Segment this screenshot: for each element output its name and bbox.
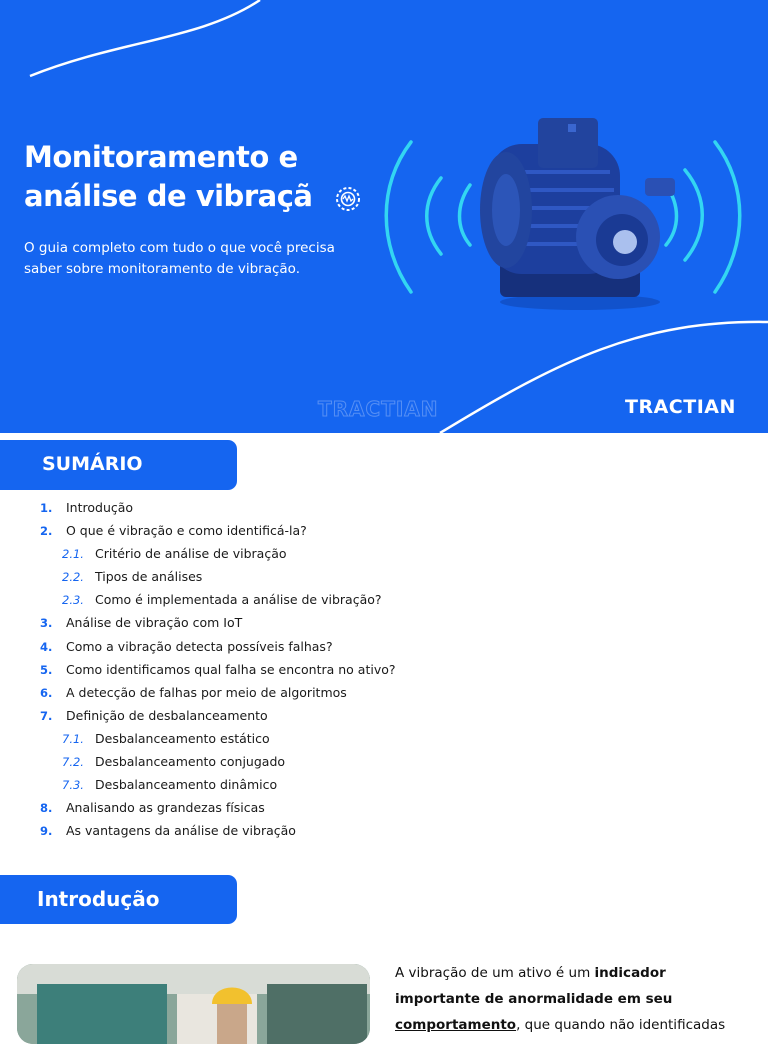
vibration-sensor-icon — [330, 181, 366, 217]
hero-title-line1: Monitoramento e — [24, 140, 298, 174]
toc-label: Introdução — [66, 500, 134, 515]
toc-label: Tipos de análises — [95, 569, 203, 585]
toc-number: 6. — [40, 685, 53, 700]
summary-heading-tab — [0, 440, 237, 490]
toc-number: 7. — [40, 708, 53, 723]
toc-subitem[interactable] — [0, 728, 768, 751]
intro-text-a: A vibração de um ativo é um — [395, 965, 595, 981]
toc-label: Definição de desbalanceamento — [66, 707, 268, 723]
tractian-watermark: TRACTIAN — [318, 397, 439, 421]
toc-number: 5. — [40, 662, 53, 677]
toc-item[interactable] — [0, 820, 768, 843]
toc-item[interactable] — [0, 682, 768, 705]
summary-heading: SUMÁRIO — [42, 453, 143, 475]
toc-subitem[interactable] — [0, 543, 768, 566]
toc-label: O que é vibração e como identificá-la? — [66, 523, 307, 539]
toc-label: A detecção de falhas por meio de algoritmos — [66, 684, 347, 700]
hero-banner — [0, 0, 768, 433]
toc-item[interactable] — [0, 797, 768, 820]
toc-item[interactable] — [0, 659, 768, 682]
summary-list — [0, 497, 768, 843]
toc-label: Critério de análise de vibração — [95, 546, 287, 562]
toc-subitem[interactable] — [0, 589, 768, 612]
toc-number: 8. — [40, 801, 53, 816]
toc-label: Desbalanceamento estático — [95, 730, 270, 746]
toc-subitem[interactable] — [0, 751, 768, 774]
toc-number: 7.3. — [62, 778, 84, 793]
toc-number: 4. — [40, 639, 53, 654]
toc-item[interactable] — [0, 520, 768, 543]
factory-worker-photo — [17, 964, 370, 1044]
toc-number: 2.3. — [62, 593, 84, 608]
toc-number: 7.2. — [62, 755, 84, 770]
intro-text-c: comportamento — [395, 1017, 517, 1033]
toc-number: 2.2. — [62, 570, 84, 585]
toc-item[interactable] — [0, 705, 768, 728]
toc-label: Como é implementada a análise de vibração? — [95, 592, 382, 608]
toc-number: 3. — [40, 616, 53, 631]
intro-paragraph — [395, 960, 745, 1038]
hero-title-line2: análise de vibraçã — [24, 179, 313, 213]
toc-label: Análise de vibração com IoT — [66, 615, 243, 631]
tractian-logo: TRACTIAN — [625, 396, 736, 418]
toc-label: Desbalanceamento conjugado — [95, 754, 286, 770]
hero-subtitle: O guia completo com tudo o que você precisa saber sobre monitoramento de vibração. — [24, 240, 335, 277]
toc-number: 9. — [40, 824, 53, 839]
toc-subitem[interactable] — [0, 566, 768, 589]
toc-label: Como a vibração detecta possíveis falhas? — [66, 638, 333, 654]
hero-title — [24, 138, 312, 216]
photo-illustration — [17, 964, 370, 1044]
toc-number: 7.1. — [62, 731, 84, 746]
intro-heading: Introdução — [37, 887, 160, 911]
toc-item[interactable] — [0, 612, 768, 635]
toc-label: As vantagens da análise de vibração — [66, 823, 296, 839]
intro-text-b: indicador importante de anormalidade em seu — [395, 965, 673, 1007]
toc-number: 2. — [40, 524, 53, 539]
toc-label: Como identificamos qual falha se encontra no ativo? — [66, 661, 396, 677]
toc-item[interactable] — [0, 497, 768, 520]
toc-item[interactable] — [0, 636, 768, 659]
electric-motor-image — [470, 112, 685, 312]
intro-text-d: , que quando não identificadas — [516, 1017, 726, 1033]
toc-number: 1. — [40, 501, 53, 515]
toc-number: 2.1. — [62, 547, 84, 562]
toc-label: Analisando as grandezas físicas — [66, 800, 265, 816]
intro-heading-tab — [0, 875, 237, 924]
toc-subitem[interactable] — [0, 774, 768, 797]
toc-label: Desbalanceamento dinâmico — [95, 777, 278, 793]
